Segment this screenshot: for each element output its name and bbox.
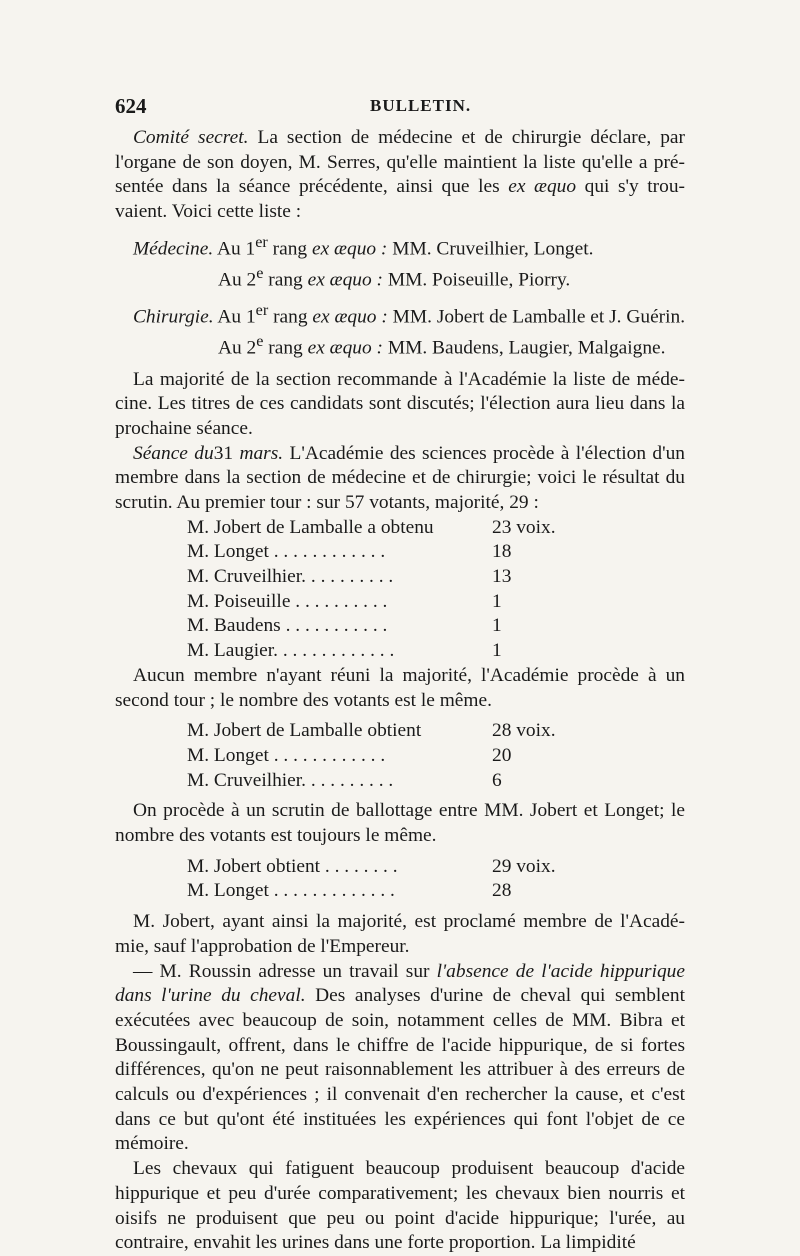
paragraph-seance: Séance du31 mars. L'Académie des sciences procède à l'élection d'un membre dans la section de médecine et de chirurgie; voici le résultat du scrutin. Au premier tour : sur 57 votants, majorité, 29 : [115,442,685,514]
vote-row: M. Jobert obtient . . . . . . . . 29 voix. [187,855,556,877]
list-medecine-2: Au 2e rang ex æquo : MM. Poiseuille, Piorry. [218,264,571,291]
paragraph-comite-secret: Comité secret. La section de médecine et de chirurgie déclare, par l'organe de son doyen, M. Serres, qu'elle maintient la liste qu'elle a pré-sentée dans la séance précédente, ainsi que les ex æquo qui s'y trou-vaient. Voici cette liste : [115,127,685,223]
paragraph-ballottage: On procède à un scrutin de ballottage entre MM. Jobert et Longet; le nombre des votants est toujours le même. [115,800,685,847]
list-chirurgie-1: Chirurgie. Au 1er rang ex æquo : MM. Jobert de Lamballe et J. Guérin. [133,302,686,328]
comite-secret-lead: Comité secret. [133,127,249,148]
paragraph-second-tour: Aucun membre n'ayant réuni la majorité, l'Académie procède à un second tour ; le nombre des votants est le même. [115,664,685,711]
vote-row: M. Cruveilhier. . . . . . . . . . 13 [187,566,512,588]
vote-row: M. Cruveilhier. . . . . . . . . . 6 [187,769,502,791]
vote-table-round-2 [115,719,685,793]
vote-row: M. Baudens . . . . . . . . . . . 1 [187,615,502,637]
vote-row: M. Longet . . . . . . . . . . . . 20 [187,744,512,766]
vote-row: M. Laugier. . . . . . . . . . . . . 1 [187,640,502,662]
paragraph-chevaux: Les chevaux qui fatiguent beaucoup produisent beaucoup d'acide hippurique et peu d'urée comparativement; les chevaux bien nourris et oisifs ne produisent que peu ou point d'acide hippurique; l'urée, au contraire, envahit les urines dans une forte proportion. La limpidité [115,1158,685,1254]
page-body [115,126,685,1256]
list-medecine-1: Médecine. Au 1er rang ex æquo : MM. Cruveilhier, Longet. [133,233,594,260]
paragraph-majorite: La majorité de la section recommande à l'Académie la liste de méde-cine. Les titres de ces candidats sont discutés; l'élection aura lieu dans la prochaine séance. [115,368,685,439]
page-header [115,94,685,120]
vote-table-ballottage [115,855,685,904]
vote-row: M. Longet . . . . . . . . . . . . 18 [187,541,512,563]
page-number: 624 [115,94,147,118]
paragraph-proclamation: M. Jobert, ayant ainsi la majorité, est proclamé membre de l'Acadé-mie, sauf l'approbation de l'Empereur. [115,911,685,957]
vote-row: M. Poiseuille . . . . . . . . . . 1 [187,590,502,612]
vote-row: M. Longet . . . . . . . . . . . . . 28 [187,880,512,902]
running-title: BULLETIN. [370,96,472,115]
vote-row: M. Jobert de Lamballe obtient 28 voix. [187,720,556,742]
list-chirurgie-2: Au 2e rang ex æquo : MM. Baudens, Laugier, Malgaigne. [218,333,666,359]
vote-table-round-1 [115,516,685,664]
paragraph-roussin: — M. Roussin adresse un travail sur l'absence de l'acide hippurique dans l'urine du cheval. Des analyses d'urine de cheval qui semblent exécutées avec beaucoup de soin, notamment celles de MM. Bibra et Boussingault, offrent, dans le chiffre de l'acide hippurique, de si fortes différences, qu'on ne peut raisonnablement les attribuer à des erreurs de calculs ou d'expériences ; il convenait d'en rechercher la cause, et c'est dans ce but qu'ont été instituées les expériences qui font l'objet de ce mémoire. [115,960,685,1155]
vote-row: M. Jobert de Lamballe a obtenu 23 voix. [187,516,556,538]
memoir-title: l'absence de l'acide hippurique dans l'urine du cheval. [115,960,685,1007]
